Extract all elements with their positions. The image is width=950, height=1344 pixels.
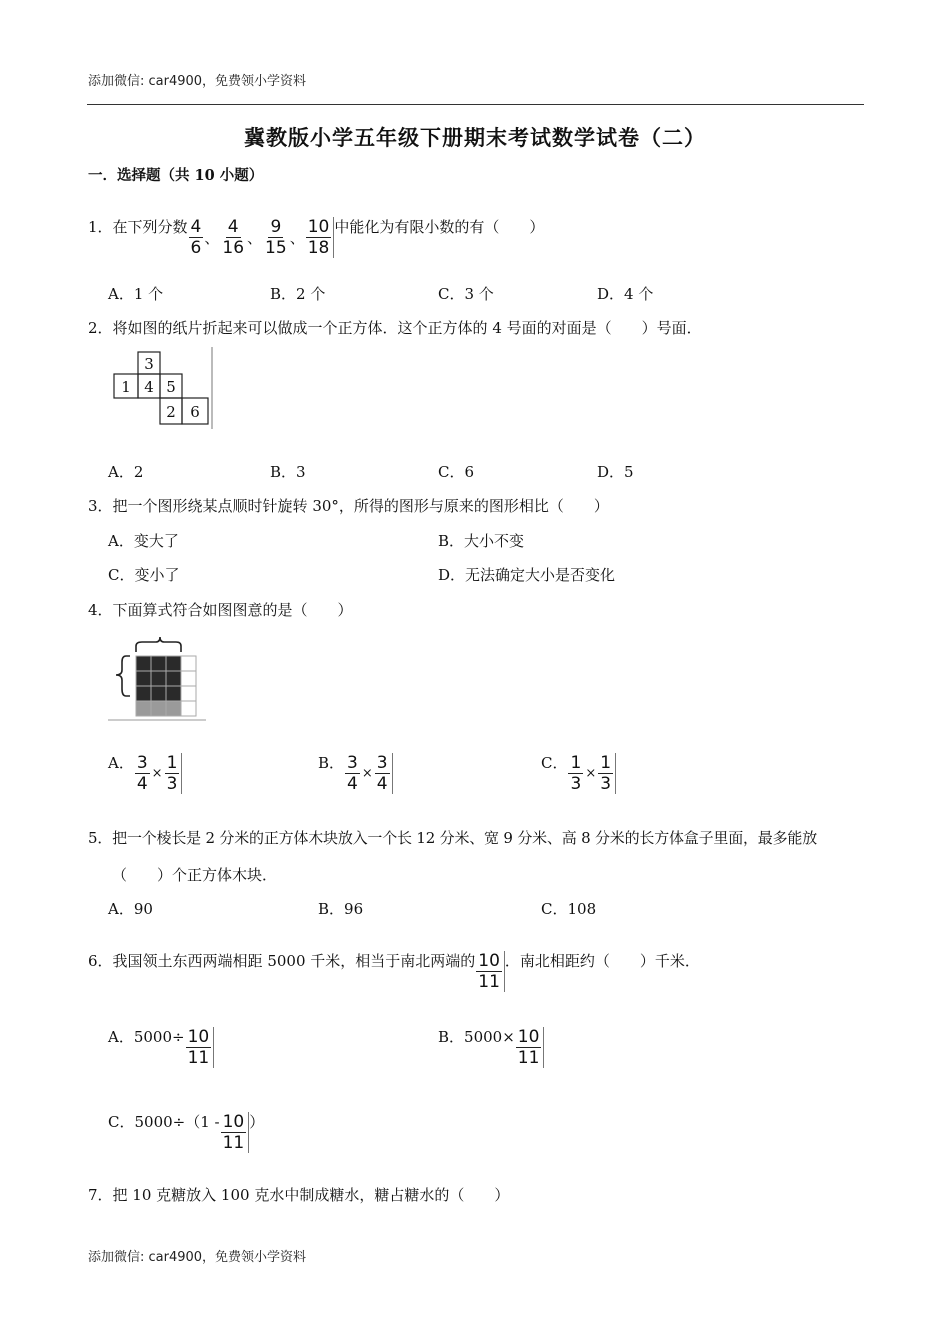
fraction-4: $\frac{10}{18}$ bbox=[307, 217, 330, 258]
question-1-fractions bbox=[188, 217, 335, 258]
q6-option-c[interactable] bbox=[108, 1111, 264, 1153]
times-sign: × bbox=[361, 766, 373, 781]
q1-option-d[interactable]: D．4 个 bbox=[597, 285, 654, 303]
q2-option-d[interactable]: D．5 bbox=[597, 463, 634, 481]
q3-option-d[interactable]: D．无法确定大小是否变化 bbox=[438, 566, 616, 584]
footer-note: 添加微信: car4900，免费领小学资料 bbox=[88, 1250, 307, 1265]
q4-option-c-expr bbox=[567, 753, 616, 794]
question-1-suffix: 中能化为有限小数的有（ ） bbox=[334, 218, 545, 236]
q2-option-c[interactable]: C．6 bbox=[438, 463, 475, 481]
section-heading: 一．选择题（共 10 小题） bbox=[88, 167, 264, 184]
question-1 bbox=[88, 216, 544, 258]
question-5-line-1: 5．把一个棱长是 2 分米的正方体木块放入一个长 12 分米、宽 9 分米、高 8 分米的长方体盒子里面，最多能放 bbox=[88, 829, 818, 847]
q6-option-c-label: C．5000÷（1 - bbox=[108, 1113, 220, 1131]
net-label-4: 4 bbox=[144, 378, 154, 396]
q6c-fraction: $\frac{10}{11}$ bbox=[222, 1112, 245, 1153]
question-1-prefix: 1．在下列分数 bbox=[88, 218, 188, 236]
separator: 、 bbox=[247, 229, 263, 247]
q4a-frac-1: $\frac{3}{4}$ bbox=[136, 753, 148, 794]
net-label-5: 5 bbox=[166, 378, 176, 396]
times-sign: × bbox=[585, 766, 597, 781]
q4-option-b-label: B． bbox=[318, 754, 345, 772]
question-2: 2．将如图的纸片折起来可以做成一个正方体．这个正方体的 4 号面的对面是（ ）号面． bbox=[88, 319, 702, 337]
q6-option-a[interactable] bbox=[108, 1026, 214, 1068]
q3-option-a[interactable]: A．变大了 bbox=[108, 532, 179, 550]
q2-option-a[interactable]: A．2 bbox=[108, 463, 144, 481]
q6b-fraction: $\frac{10}{11}$ bbox=[517, 1027, 540, 1068]
question-6-fraction: $\frac{10}{11}$ bbox=[475, 951, 505, 992]
q6-option-c-end: ） bbox=[249, 1113, 265, 1131]
question-6-prefix: 6．我国领土东西两端相距 5000 千米，相当于南北两端的 bbox=[88, 952, 476, 970]
q4a-frac-2: $\frac{1}{3}$ bbox=[166, 753, 178, 794]
q5-option-c[interactable]: C．108 bbox=[541, 900, 597, 918]
separator: 、 bbox=[289, 229, 305, 247]
question-6 bbox=[88, 950, 700, 992]
q4-option-b[interactable] bbox=[318, 752, 393, 794]
net-label-3: 3 bbox=[144, 355, 154, 373]
question-3: 3．把一个图形绕某点顺时针旋转 30°，所得的图形与原来的图形相比（ ） bbox=[88, 497, 609, 515]
fraction-grid-figure bbox=[108, 634, 208, 724]
net-label-2: 2 bbox=[166, 403, 176, 421]
q4c-frac-1: $\frac{1}{3}$ bbox=[570, 753, 582, 794]
q4-option-a-expr bbox=[134, 753, 183, 794]
separator: 、 bbox=[204, 229, 220, 247]
q4-option-a[interactable] bbox=[108, 752, 182, 794]
q4b-frac-1: $\frac{3}{4}$ bbox=[347, 753, 358, 794]
fraction-1: $\frac{4}{6}$ bbox=[190, 217, 202, 258]
net-label-1: 1 bbox=[121, 378, 131, 396]
q6-option-b-label: B．5000× bbox=[438, 1028, 515, 1046]
question-4: 4．下面算式符合如图图意的是（ ） bbox=[88, 601, 353, 619]
times-sign: × bbox=[151, 766, 163, 781]
header-note: 添加微信: car4900，免费领小学资料 bbox=[88, 74, 307, 89]
net-label-6: 6 bbox=[190, 403, 200, 421]
header-divider bbox=[87, 104, 864, 105]
q4-option-a-label: A． bbox=[108, 754, 134, 772]
q3-option-c[interactable]: C．变小了 bbox=[108, 566, 180, 584]
cube-net-figure bbox=[108, 347, 218, 431]
q3-option-b[interactable]: B．大小不变 bbox=[438, 532, 525, 550]
question-7: 7．把 10 克糖放入 100 克水中制成糖水，糖占糖水的（ ） bbox=[88, 1186, 510, 1204]
q1-option-b[interactable]: B．2 个 bbox=[270, 285, 326, 303]
q5-option-b[interactable]: B．96 bbox=[318, 900, 364, 918]
fraction-2: $\frac{4}{16}$ bbox=[222, 217, 245, 258]
question-6-suffix: ．南北相距约（ ）千米． bbox=[504, 952, 700, 970]
page-title: 冀教版小学五年级下册期末考试数学试卷（二） bbox=[244, 125, 706, 150]
question-5-line-2: （ ）个正方体木块． bbox=[112, 866, 278, 884]
q1-option-a[interactable]: A．1 个 bbox=[108, 285, 164, 303]
q4b-frac-2: $\frac{3}{4}$ bbox=[376, 753, 388, 794]
q4-option-c[interactable] bbox=[541, 752, 616, 794]
fraction-3: $\frac{9}{15}$ bbox=[265, 217, 287, 258]
q4c-frac-2: $\frac{1}{3}$ bbox=[600, 753, 612, 794]
q4-option-c-label: C． bbox=[541, 754, 568, 772]
q4-option-b-expr bbox=[344, 753, 393, 794]
q6a-fraction: $\frac{10}{11}$ bbox=[187, 1027, 210, 1068]
q2-option-b[interactable]: B．3 bbox=[270, 463, 306, 481]
q1-option-c[interactable]: C．3 个 bbox=[438, 285, 494, 303]
q6-option-a-label: A．5000÷ bbox=[108, 1028, 185, 1046]
q5-option-a[interactable]: A．90 bbox=[108, 900, 153, 918]
q6-option-b[interactable] bbox=[438, 1026, 544, 1068]
